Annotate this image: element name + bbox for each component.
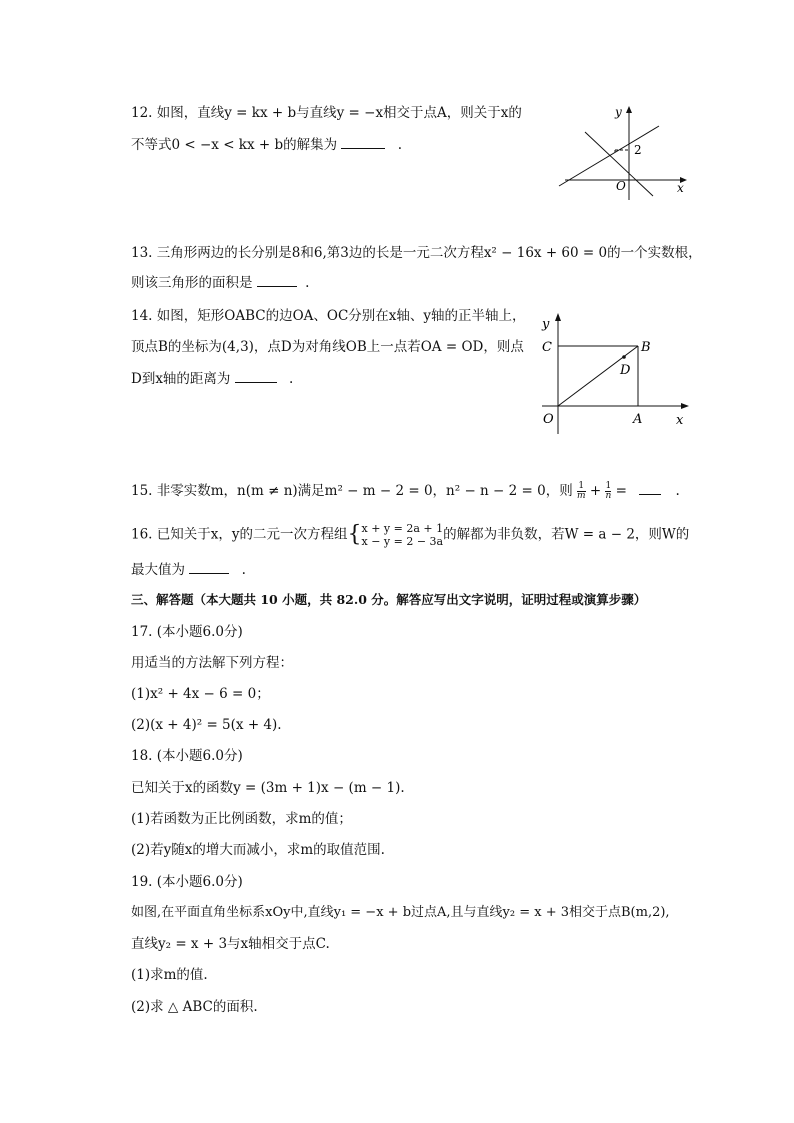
q15-text: 15. 非零实数m，n(m ≠ n)满足m² − m − 2 = 0，n² − n − 2 = 0，则 — [131, 483, 573, 499]
q16-line2-end: . — [241, 562, 246, 578]
q14-fig-label-d: D — [620, 363, 631, 378]
q12-line2 — [131, 136, 402, 154]
q14-fig-label-b: B — [641, 340, 651, 355]
q19-line3: (1)求m的值. — [131, 967, 208, 983]
q18-line2: (1)若函数为正比例函数，求m的值； — [131, 811, 352, 827]
q15-answer-blank[interactable] — [639, 482, 661, 495]
q12-line1: 12. 如图，直线y = kx + b与直线y = −x相交于点A，则关于x的 — [131, 105, 522, 121]
q14-line3 — [131, 370, 293, 388]
q15-line — [131, 482, 680, 501]
q17-heading: 17. (本小题6.0分) — [131, 624, 243, 640]
q14-fig-label-o: O — [543, 412, 554, 427]
section-3-heading: 三、解答题（本大题共 10 小题，共 82.0 分。解答应写出文字说明，证明过程或演算步骤） — [131, 592, 647, 607]
q18-line3: (2)若y随x的增大而减小，求m的取值范围. — [131, 842, 385, 858]
q16-brace: { — [347, 522, 362, 547]
q12-fig-label-y: y — [615, 105, 622, 119]
q14-fig-label-y: y — [542, 317, 550, 332]
q13-line1: 13. 三角形两边的长分别是8和6,第3边的长是一元二次方程x² − 16x + 60 = 0的一个实数根， — [131, 245, 702, 261]
q13-answer-blank[interactable] — [257, 274, 297, 287]
q16-answer-blank[interactable] — [189, 561, 229, 574]
q18-line1: 已知关于x的函数y = (3m + 1)x − (m − 1). — [131, 780, 405, 796]
q12-figure — [555, 102, 695, 202]
q14-line3-end: . — [289, 371, 294, 387]
q12-fig-label-o: O — [616, 179, 626, 193]
q13-line2-text: 则该三角形的面积是 — [131, 275, 253, 291]
q15-equals: = — [615, 483, 627, 499]
q12-line2-text: 不等式0 < −x < kx + b的解集为 — [131, 137, 338, 153]
q15-frac2-num: 1 — [605, 481, 612, 491]
q15-frac1-num: 1 — [578, 481, 585, 491]
q12-answer-blank[interactable] — [341, 136, 385, 149]
q14-line2: 顶点B的坐标为(4,3)，点D为对角线OB上一点若OA = OD，则点 — [131, 339, 524, 355]
q14-line3-text: D到x轴的距离为 — [131, 371, 231, 387]
q16-eq2: x − y = 2 − 3a — [361, 535, 444, 548]
q15-end: . — [675, 483, 680, 499]
q16-line2-text: 最大值为 — [131, 562, 185, 578]
q14-line1: 14. 如图，矩形OABC的边OA、OC分别在x轴、y轴的正半轴上， — [131, 308, 526, 324]
q19-line4: (2)求 △ ABC的面积. — [131, 999, 258, 1015]
q15-frac1-den: m — [577, 491, 586, 501]
q17-line1: 用适当的方法解下列方程： — [131, 655, 293, 671]
q15-fraction-2 — [605, 482, 611, 501]
q14-fig-label-a: A — [633, 412, 643, 427]
q14-fig-label-c: C — [542, 340, 552, 355]
q19-heading: 19. (本小题6.0分) — [131, 874, 243, 890]
q13-line2 — [131, 274, 309, 292]
q14-answer-blank[interactable] — [235, 370, 277, 383]
q16-pre: 16. 已知关于x，y的二元一次方程组 — [131, 526, 348, 543]
q19-line2: 直线y₂ = x + 3与x轴相交于点C. — [131, 936, 330, 952]
q16-equation-system — [362, 522, 444, 548]
q17-line3: (2)(x + 4)² = 5(x + 4). — [131, 717, 282, 733]
q12-line2-end: . — [397, 137, 403, 153]
q14-fig-label-x: x — [676, 413, 684, 428]
q14-figure — [536, 310, 696, 438]
q13-line2-end: . — [305, 275, 310, 291]
q18-heading: 18. (本小题6.0分) — [131, 748, 243, 764]
q12-fig-label-2: 2 — [634, 143, 642, 157]
q15-fraction-1 — [577, 482, 586, 501]
q19-line1: 如图,在平面直角坐标系xOy中,直线y₁ = −x + b过点A,且与直线y₂ = x + 3相交于点B(m,2), — [131, 905, 670, 920]
q12-fig-label-x: x — [677, 181, 684, 195]
q16-line2 — [131, 561, 246, 579]
q15-frac2-den: n — [605, 491, 612, 501]
q16-eq1: x + y = 2a + 1 — [361, 522, 444, 535]
q15-plus: + — [589, 483, 602, 499]
q17-line2: (1)x² + 4x − 6 = 0； — [131, 686, 270, 702]
q16-post: 的解都为非负数，若W = a − 2，则W的 — [443, 526, 690, 543]
q16-line1 — [131, 522, 689, 548]
